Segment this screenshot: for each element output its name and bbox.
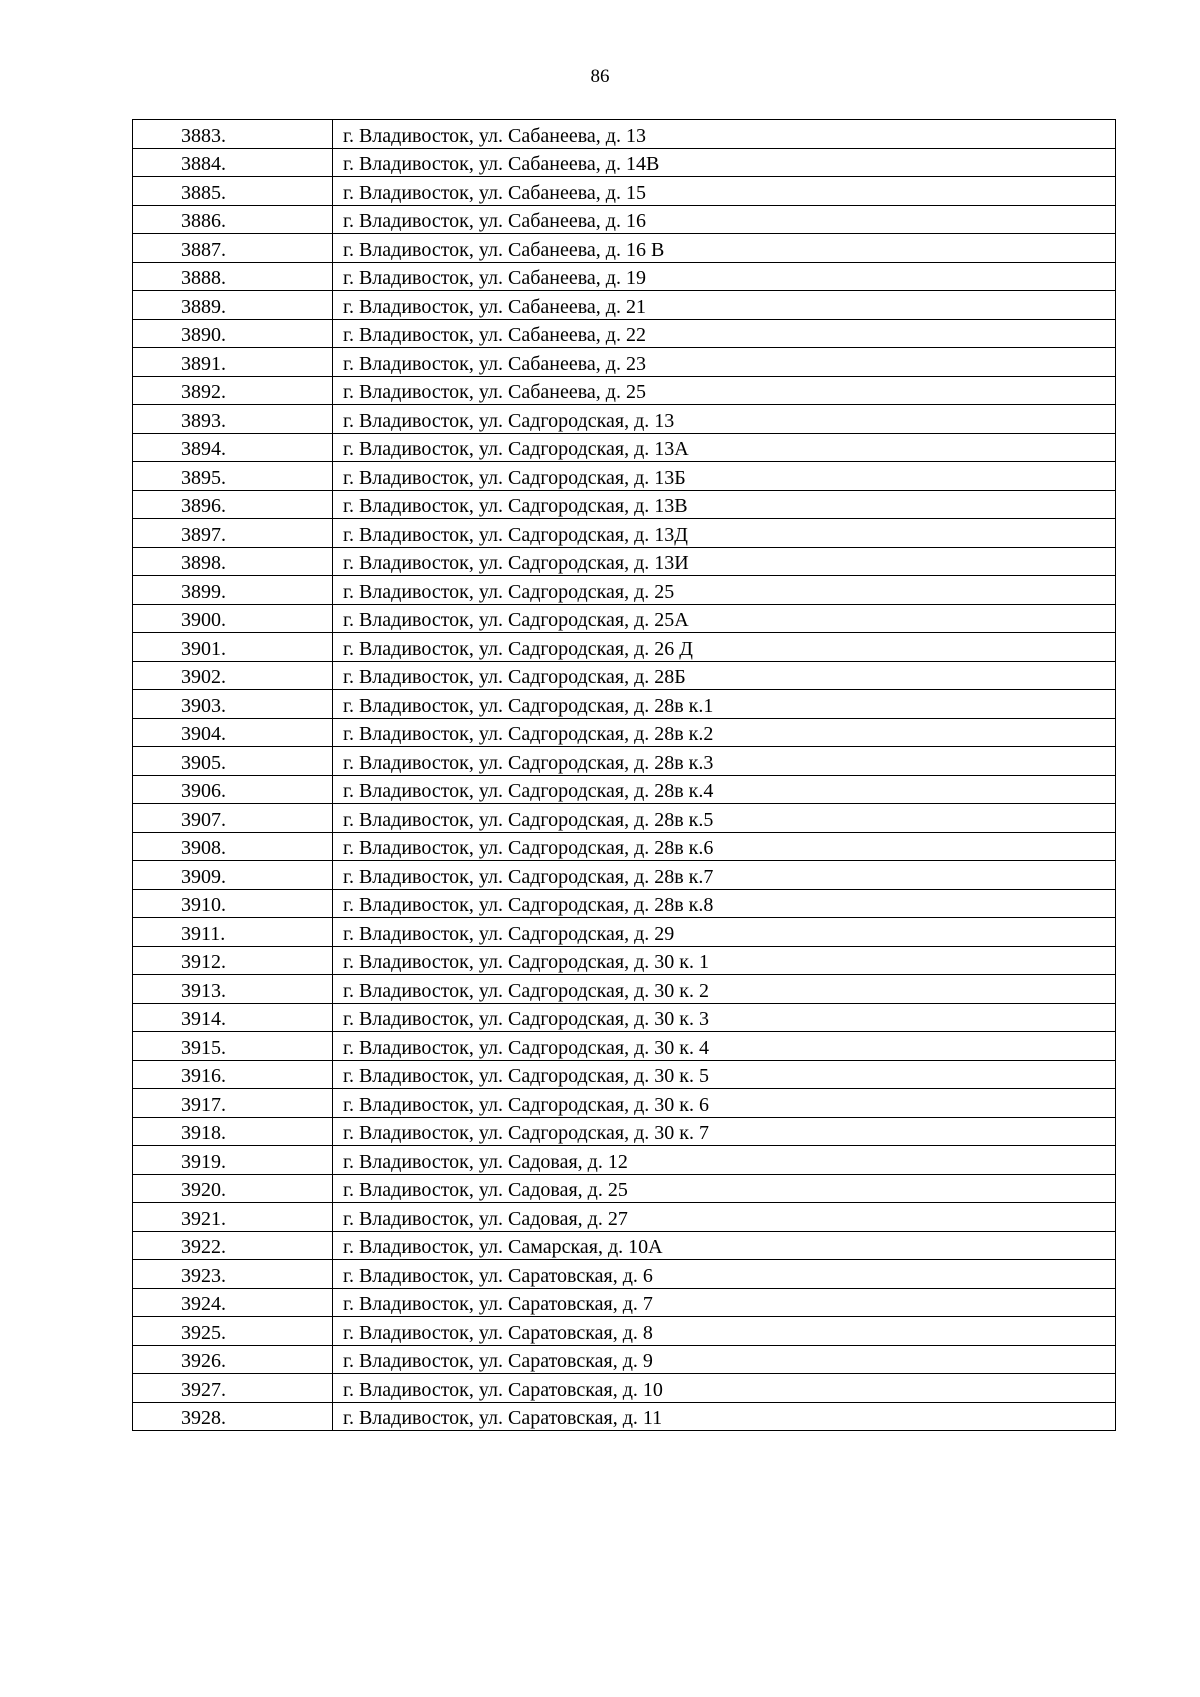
address-cell: г. Владивосток, ул. Сабанеева, д. 15: [333, 177, 1116, 206]
address-cell: г. Владивосток, ул. Садгородская, д. 30 к. 5: [333, 1060, 1116, 1089]
table-row: [133, 205, 1116, 234]
row-number-cell: 3893.: [133, 405, 333, 434]
row-number-cell: 3904.: [133, 718, 333, 747]
address-cell: г. Владивосток, ул. Саратовская, д. 11: [333, 1402, 1116, 1431]
table-row: [133, 804, 1116, 833]
row-number-cell: 3922.: [133, 1231, 333, 1260]
table-row: [133, 433, 1116, 462]
table-row: [133, 661, 1116, 690]
table-row: [133, 747, 1116, 776]
table-row: [133, 775, 1116, 804]
table-row: [133, 1089, 1116, 1118]
table-row: [133, 1174, 1116, 1203]
table-row: [133, 1203, 1116, 1232]
address-cell: г. Владивосток, ул. Садгородская, д. 13А: [333, 433, 1116, 462]
table-row: [133, 1231, 1116, 1260]
table-row: [133, 718, 1116, 747]
table-row: [133, 1032, 1116, 1061]
row-number-cell: 3887.: [133, 234, 333, 263]
table-row: [133, 120, 1116, 149]
table-row: [133, 1317, 1116, 1346]
address-cell: г. Владивосток, ул. Садгородская, д. 28в к.5: [333, 804, 1116, 833]
address-cell: г. Владивосток, ул. Садгородская, д. 30 к. 2: [333, 975, 1116, 1004]
row-number-cell: 3894.: [133, 433, 333, 462]
row-number-cell: 3892.: [133, 376, 333, 405]
row-number-cell: 3919.: [133, 1146, 333, 1175]
table-row: [133, 1060, 1116, 1089]
row-number-cell: 3916.: [133, 1060, 333, 1089]
page-number: 86: [590, 66, 610, 87]
row-number-cell: 3910.: [133, 889, 333, 918]
address-cell: г. Владивосток, ул. Садгородская, д. 28в к.8: [333, 889, 1116, 918]
address-cell: г. Владивосток, ул. Садгородская, д. 28в к.3: [333, 747, 1116, 776]
table-row: [133, 889, 1116, 918]
table-row: [133, 519, 1116, 548]
table-row: [133, 1402, 1116, 1431]
row-number-cell: 3921.: [133, 1203, 333, 1232]
row-number-cell: 3908.: [133, 832, 333, 861]
row-number-cell: 3906.: [133, 775, 333, 804]
address-cell: г. Владивосток, ул. Садгородская, д. 28Б: [333, 661, 1116, 690]
row-number-cell: 3884.: [133, 148, 333, 177]
address-cell: г. Владивосток, ул. Садгородская, д. 25А: [333, 604, 1116, 633]
table-row: [133, 1288, 1116, 1317]
row-number-cell: 3888.: [133, 262, 333, 291]
address-cell: г. Владивосток, ул. Сабанеева, д. 16 В: [333, 234, 1116, 263]
table-row: [133, 405, 1116, 434]
address-cell: г. Владивосток, ул. Садгородская, д. 30 к. 7: [333, 1117, 1116, 1146]
row-number-cell: 3917.: [133, 1089, 333, 1118]
address-table: [132, 119, 1116, 1431]
row-number-cell: 3900.: [133, 604, 333, 633]
table-row: [133, 946, 1116, 975]
row-number-cell: 3891.: [133, 348, 333, 377]
table-row: [133, 633, 1116, 662]
row-number-cell: 3909.: [133, 861, 333, 890]
row-number-cell: 3895.: [133, 462, 333, 491]
address-cell: г. Владивосток, ул. Садгородская, д. 28в к.1: [333, 690, 1116, 719]
table-row: [133, 576, 1116, 605]
address-cell: г. Владивосток, ул. Саратовская, д. 6: [333, 1260, 1116, 1289]
address-cell: г. Владивосток, ул. Садгородская, д. 30 к. 3: [333, 1003, 1116, 1032]
row-number-cell: 3889.: [133, 291, 333, 320]
table-row: [133, 547, 1116, 576]
address-cell: г. Владивосток, ул. Сабанеева, д. 19: [333, 262, 1116, 291]
address-cell: г. Владивосток, ул. Садовая, д. 27: [333, 1203, 1116, 1232]
table-row: [133, 832, 1116, 861]
address-cell: г. Владивосток, ул. Садгородская, д. 30 к. 1: [333, 946, 1116, 975]
address-cell: г. Владивосток, ул. Садгородская, д. 28в к.2: [333, 718, 1116, 747]
table-row: [133, 490, 1116, 519]
address-cell: г. Владивосток, ул. Сабанеева, д. 14В: [333, 148, 1116, 177]
address-cell: г. Владивосток, ул. Садгородская, д. 26 Д: [333, 633, 1116, 662]
address-cell: г. Владивосток, ул. Садгородская, д. 25: [333, 576, 1116, 605]
address-cell: г. Владивосток, ул. Садгородская, д. 13: [333, 405, 1116, 434]
row-number-cell: 3926.: [133, 1345, 333, 1374]
row-number-cell: 3912.: [133, 946, 333, 975]
row-number-cell: 3902.: [133, 661, 333, 690]
address-cell: г. Владивосток, ул. Саратовская, д. 9: [333, 1345, 1116, 1374]
address-cell: г. Владивосток, ул. Садгородская, д. 28в к.6: [333, 832, 1116, 861]
table-row: [133, 975, 1116, 1004]
table-row: [133, 148, 1116, 177]
table-row: [133, 1260, 1116, 1289]
table-row: [133, 1345, 1116, 1374]
table-row: [133, 918, 1116, 947]
row-number-cell: 3927.: [133, 1374, 333, 1403]
table-row: [133, 1003, 1116, 1032]
address-cell: г. Владивосток, ул. Саратовская, д. 10: [333, 1374, 1116, 1403]
address-cell: г. Владивосток, ул. Самарская, д. 10А: [333, 1231, 1116, 1260]
table-row: [133, 177, 1116, 206]
row-number-cell: 3896.: [133, 490, 333, 519]
address-table-body: [133, 120, 1116, 1431]
row-number-cell: 3923.: [133, 1260, 333, 1289]
table-row: [133, 690, 1116, 719]
row-number-cell: 3890.: [133, 319, 333, 348]
row-number-cell: 3928.: [133, 1402, 333, 1431]
address-cell: г. Владивосток, ул. Саратовская, д. 7: [333, 1288, 1116, 1317]
address-cell: г. Владивосток, ул. Садгородская, д. 13Д: [333, 519, 1116, 548]
table-row: [133, 1374, 1116, 1403]
row-number-cell: 3924.: [133, 1288, 333, 1317]
address-cell: г. Владивосток, ул. Сабанеева, д. 16: [333, 205, 1116, 234]
address-cell: г. Владивосток, ул. Сабанеева, д. 25: [333, 376, 1116, 405]
row-number-cell: 3915.: [133, 1032, 333, 1061]
table-row: [133, 262, 1116, 291]
table-row: [133, 462, 1116, 491]
address-cell: г. Владивосток, ул. Садгородская, д. 13Б: [333, 462, 1116, 491]
table-row: [133, 604, 1116, 633]
row-number-cell: 3907.: [133, 804, 333, 833]
table-row: [133, 1117, 1116, 1146]
address-cell: г. Владивосток, ул. Садгородская, д. 30 к. 6: [333, 1089, 1116, 1118]
row-number-cell: 3911.: [133, 918, 333, 947]
row-number-cell: 3886.: [133, 205, 333, 234]
table-row: [133, 291, 1116, 320]
row-number-cell: 3918.: [133, 1117, 333, 1146]
row-number-cell: 3920.: [133, 1174, 333, 1203]
row-number-cell: 3914.: [133, 1003, 333, 1032]
address-cell: г. Владивосток, ул. Саратовская, д. 8: [333, 1317, 1116, 1346]
address-cell: г. Владивосток, ул. Садовая, д. 12: [333, 1146, 1116, 1175]
row-number-cell: 3883.: [133, 120, 333, 149]
table-row: [133, 319, 1116, 348]
table-row: [133, 1146, 1116, 1175]
row-number-cell: 3903.: [133, 690, 333, 719]
row-number-cell: 3905.: [133, 747, 333, 776]
address-cell: г. Владивосток, ул. Сабанеева, д. 21: [333, 291, 1116, 320]
row-number-cell: 3885.: [133, 177, 333, 206]
table-row: [133, 861, 1116, 890]
address-cell: г. Владивосток, ул. Сабанеева, д. 23: [333, 348, 1116, 377]
address-cell: г. Владивосток, ул. Садовая, д. 25: [333, 1174, 1116, 1203]
table-row: [133, 376, 1116, 405]
row-number-cell: 3913.: [133, 975, 333, 1004]
address-cell: г. Владивосток, ул. Сабанеева, д. 22: [333, 319, 1116, 348]
address-cell: г. Владивосток, ул. Садгородская, д. 13И: [333, 547, 1116, 576]
address-cell: г. Владивосток, ул. Садгородская, д. 29: [333, 918, 1116, 947]
address-cell: г. Владивосток, ул. Садгородская, д. 28в к.4: [333, 775, 1116, 804]
row-number-cell: 3925.: [133, 1317, 333, 1346]
row-number-cell: 3899.: [133, 576, 333, 605]
table-row: [133, 234, 1116, 263]
address-cell: г. Владивосток, ул. Садгородская, д. 30 к. 4: [333, 1032, 1116, 1061]
address-cell: г. Владивосток, ул. Садгородская, д. 13В: [333, 490, 1116, 519]
table-row: [133, 348, 1116, 377]
row-number-cell: 3898.: [133, 547, 333, 576]
address-cell: г. Владивосток, ул. Садгородская, д. 28в к.7: [333, 861, 1116, 890]
row-number-cell: 3897.: [133, 519, 333, 548]
address-cell: г. Владивосток, ул. Сабанеева, д. 13: [333, 120, 1116, 149]
row-number-cell: 3901.: [133, 633, 333, 662]
